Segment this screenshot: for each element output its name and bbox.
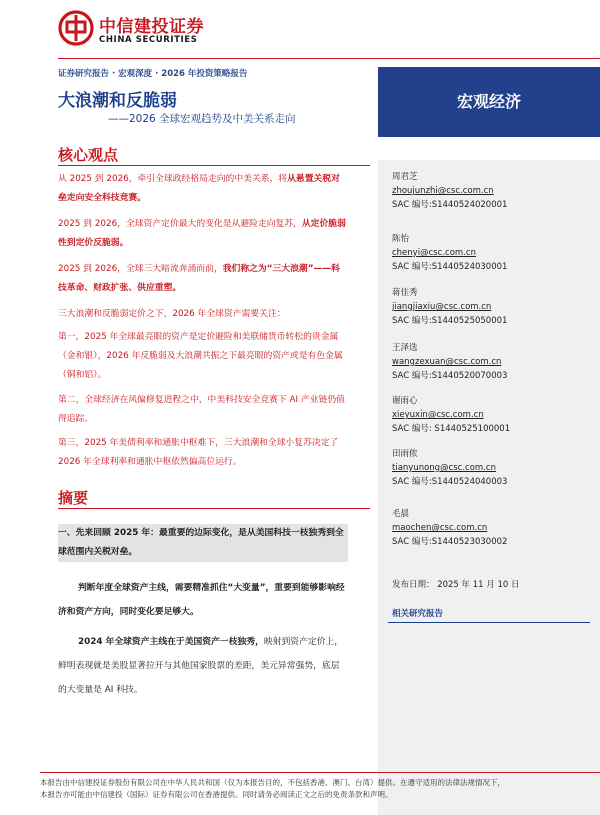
- category-label: 宏观经济: [456, 92, 521, 111]
- analyst-email[interactable]: zhoujunzhi@csc.com.cn: [392, 186, 494, 196]
- analyst-card: [392, 447, 507, 489]
- core-view-text: 第三，2025 年美债利率和通胀中枢难下，三大浪潮和全球小复苏决定了 2026 年全球利率和通胀中枢依然偏高位运行。: [58, 438, 339, 467]
- analyst-card: [392, 286, 507, 328]
- publish-date: 发布日期： 2025 年 11 月 10 日: [392, 580, 520, 590]
- analyst-sac: SAC 编号:S1440525050001: [392, 316, 508, 326]
- category-banner: [378, 67, 600, 137]
- header-divider: [58, 58, 600, 59]
- company-logo-icon: [58, 10, 94, 46]
- analyst-name: 谢雨心: [392, 396, 418, 406]
- core-view-emphasis: 我们称之为“三大浪潮”——科技革命、财政扩张、供应重塑。: [58, 264, 340, 293]
- core-view-paragraph: [58, 434, 348, 472]
- disclaimer-line: 本报告由中信建投证券股份有限公司在中华人民共和国（仅为本报告目的，不包括香港、澳门、台湾）提供。在遵守适用的法律法规情况下，: [40, 778, 505, 787]
- analyst-email[interactable]: chenyi@csc.com.cn: [392, 248, 476, 258]
- summary-emphasis: 判断年度全球资产主线，需要精准抓住“大变量”，重要到能够影响经济和资产方向，同时变化要足够大。: [58, 583, 345, 617]
- core-view-paragraph: [58, 260, 348, 298]
- analyst-sac: SAC 编号:S1440520070003: [392, 371, 508, 381]
- company-name-en: CHINA SECURITIES: [99, 35, 198, 45]
- core-view-paragraph: [58, 170, 348, 208]
- disclaimer-footer: [40, 777, 600, 801]
- core-view-emphasis: 从定价脆弱性到定价反脆弱。: [58, 219, 346, 248]
- analyst-sidebar: [378, 160, 600, 815]
- summary-emphasis: 2024 年全球资产主线在于美国资产一枝独秀，: [78, 637, 264, 647]
- summary-divider: [58, 508, 370, 509]
- company-logo: [58, 10, 228, 50]
- analyst-card: [392, 394, 510, 436]
- summary-highlight-text: 一、先来回顾 2025 年：最重要的边际变化，是从美国科技一枝独秀到全球范围内关税对垒。: [58, 528, 344, 557]
- related-reports-divider: [388, 622, 590, 623]
- analyst-sac: SAC 编号:S1440524020001: [392, 200, 508, 210]
- analyst-email[interactable]: wangzexuan@csc.com.cn: [392, 357, 502, 367]
- analyst-sac: SAC 编号:S1440524040003: [392, 477, 508, 487]
- analyst-email[interactable]: maochen@csc.com.cn: [392, 523, 488, 533]
- analyst-email[interactable]: tianyunong@csc.com.cn: [392, 463, 496, 473]
- analyst-card: [392, 507, 507, 549]
- analyst-name: 蒋佳秀: [392, 288, 418, 298]
- analyst-name: 毛晨: [392, 509, 410, 519]
- core-view-paragraph: [58, 215, 348, 253]
- core-view-paragraph: [58, 391, 348, 429]
- analyst-email[interactable]: jiangjiaxiu@csc.com.cn: [392, 302, 492, 312]
- core-views-heading: 核心观点: [58, 146, 119, 164]
- company-name-cn: 中信建投证券: [99, 17, 204, 37]
- report-title: 大浪潮和反脆弱: [58, 91, 177, 111]
- summary-heading: 摘要: [58, 489, 89, 507]
- analyst-name: 陈怡: [392, 234, 410, 244]
- core-view-text: 第二，全球经济在风偏修复进程之中，中美科技安全竞赛下 AI 产业链仍值得追踪。: [58, 395, 345, 424]
- core-views-divider: [58, 165, 370, 166]
- report-series: 证券研究报告 · 宏观深度 · 2026 年投资策略报告: [58, 69, 248, 79]
- related-reports-heading: 相关研究报告: [392, 609, 444, 619]
- analyst-card: [392, 232, 507, 274]
- analyst-sac: SAC 编号: S1440525100001: [392, 424, 511, 434]
- summary-paragraph: [58, 630, 348, 702]
- report-subtitle: ——2026 全球宏观趋势及中美关系走向: [108, 113, 296, 125]
- analyst-sac: SAC 编号:S1440523030002: [392, 537, 508, 547]
- analyst-email[interactable]: xieyuxin@csc.com.cn: [392, 410, 484, 420]
- core-view-paragraph: [58, 305, 348, 324]
- core-view-text: 2025 到 2026，全球资产定价最大的变化是从避险走向复苏，: [58, 219, 302, 229]
- analyst-card: [392, 170, 507, 212]
- core-view-emphasis: 从悬置关税对垒走向安全科技竞赛。: [58, 174, 340, 203]
- core-view-paragraph: [58, 328, 348, 385]
- analyst-name: 王泽选: [392, 343, 418, 353]
- summary-paragraph: [58, 576, 348, 624]
- core-view-text: 第一，2025 年全球最亮眼的资产是定价避险和美联储货币转松的贵金属（金和银），2026 年反脆弱及大浪潮共振之下最亮眼的资产或是有色金属（铜和铝）。: [58, 332, 343, 380]
- analyst-name: 田雨侬: [392, 449, 418, 459]
- core-view-text: 从 2025 到 2026，牵引全球政经格局走向的中美关系，将: [58, 174, 288, 184]
- disclaimer-line: 本报告亦可能由中信建投（国际）证券有限公司在香港提供。同时请务必阅读正文之后的免责条款和声明。: [40, 790, 393, 799]
- analyst-name: 周君芝: [392, 172, 418, 182]
- core-view-text: 三大浪潮和反脆弱定价之下，2026 年全球资产需要关注：: [58, 309, 286, 319]
- analyst-sac: SAC 编号:S1440524030001: [392, 262, 508, 272]
- footer-divider: [40, 772, 600, 773]
- summary-text: 映射到资产定价上，鲜明表现就是美股显著拉开与其他国家股票的差距，美元异常强势，底层的大变量是 AI 科技。: [58, 637, 344, 695]
- analyst-card: [392, 341, 507, 383]
- core-view-text: 2025 到 2026，全球三大暗流奔涌而前，: [58, 264, 223, 274]
